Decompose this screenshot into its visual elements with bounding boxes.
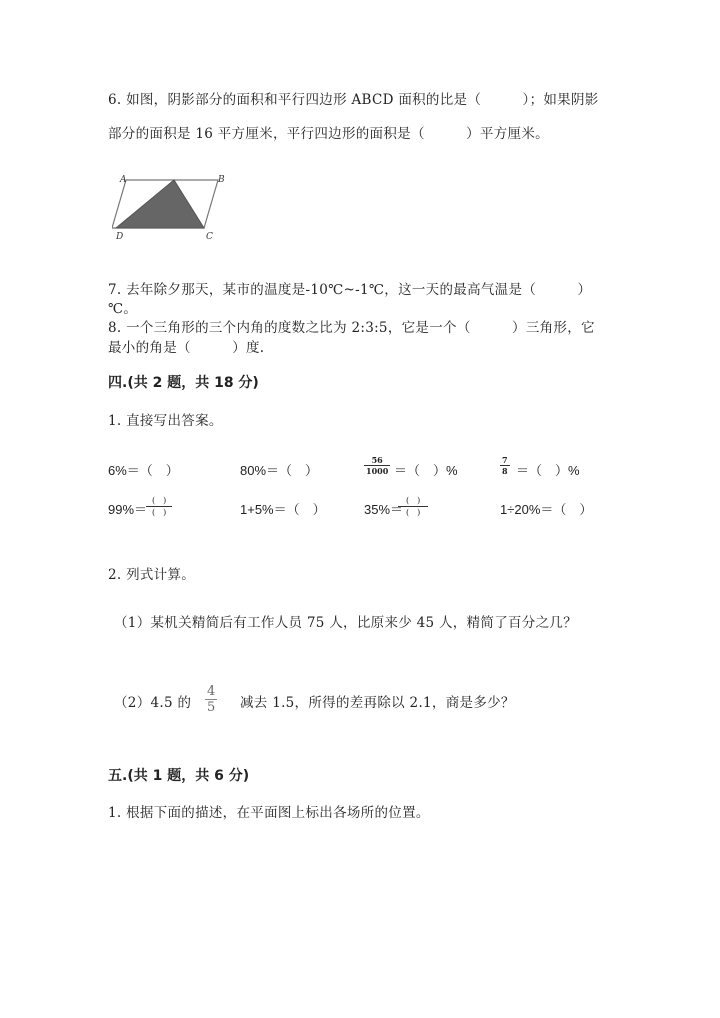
calc-6-percent: 6%＝（ ） bbox=[108, 463, 179, 478]
fraction-denominator: ( ) bbox=[152, 508, 167, 517]
parallelogram-figure bbox=[112, 170, 232, 242]
section5-title: 五.(共 1 题，共 6 分) bbox=[108, 768, 250, 784]
fraction-numerator: 56 bbox=[364, 455, 390, 466]
q6-line2: 部分的面积是 16 平方厘米，平行四边形的面积是（ ）平方厘米。 bbox=[108, 126, 549, 142]
q6-line1: 6. 如图，阴影部分的面积和平行四边形 ABCD 面积的比是（ ）；如果阴影 bbox=[108, 92, 599, 108]
label-d: D bbox=[116, 232, 124, 242]
fraction-denominator: 5 bbox=[207, 700, 216, 715]
calc-1-plus-5-percent: 1+5%＝（ ） bbox=[240, 502, 326, 517]
fraction-denominator: ( ) bbox=[406, 508, 421, 517]
fraction-numerator: 4 bbox=[207, 684, 216, 699]
word-problem-2-suffix: 减去 1.5，所得的差再除以 2.1，商是多少？ bbox=[240, 695, 515, 711]
fraction-7-8 bbox=[500, 455, 510, 476]
calc-1-div-20-percent: 1÷20%＝（ ） bbox=[500, 502, 593, 517]
q7-line2: ℃。 bbox=[108, 301, 138, 317]
fraction-numerator: 7 bbox=[502, 455, 508, 465]
calc-35-percent: 35%＝ bbox=[364, 502, 404, 517]
word-problem-1: （1）某机关精简后有工作人员 75 人，比原来少 45 人，精简了百分之几？ bbox=[114, 615, 578, 631]
fraction-denominator: 8 bbox=[502, 466, 508, 476]
calc-56-1000-rest: ＝（ ）% bbox=[394, 463, 458, 478]
fraction-denominator: 1000 bbox=[366, 466, 389, 476]
fraction-blank-2 bbox=[398, 495, 428, 518]
fraction-blank-1 bbox=[146, 495, 172, 518]
label-a: A bbox=[120, 175, 127, 185]
calc-7-8-rest: ＝（ ）% bbox=[516, 463, 580, 478]
fraction-4-5 bbox=[205, 684, 217, 715]
calc-99-percent: 99%＝ bbox=[108, 502, 148, 517]
section5-part1-title: 1. 根据下面的描述，在平面图上标出各场所的位置。 bbox=[108, 805, 430, 821]
calc-80-percent: 80%＝（ ） bbox=[240, 463, 319, 478]
fraction-56-1000 bbox=[364, 455, 390, 476]
section4-part2-title: 2. 列式计算。 bbox=[108, 567, 196, 583]
section4-part1-title: 1. 直接写出答案。 bbox=[108, 413, 223, 429]
q8-line2: 最小的角是（ ）度. bbox=[108, 340, 265, 356]
word-problem-2-prefix: （2）4.5 的 bbox=[114, 695, 192, 711]
q8-line1: 8. 一个三角形的三个内角的度数之比为 2:3:5，它是一个（ ）三角形，它 bbox=[108, 320, 595, 336]
fraction-numerator: ( ) bbox=[398, 495, 428, 507]
fraction-numerator: ( ) bbox=[146, 495, 172, 507]
q7-line1: 7. 去年除夕那天，某市的温度是-10℃~-1℃，这一天的最高气温是（ ） bbox=[108, 282, 592, 298]
shaded-triangle bbox=[116, 180, 204, 228]
label-c: C bbox=[206, 232, 213, 242]
label-b: B bbox=[218, 175, 225, 185]
section4-title: 四.(共 2 题，共 18 分) bbox=[108, 375, 259, 391]
